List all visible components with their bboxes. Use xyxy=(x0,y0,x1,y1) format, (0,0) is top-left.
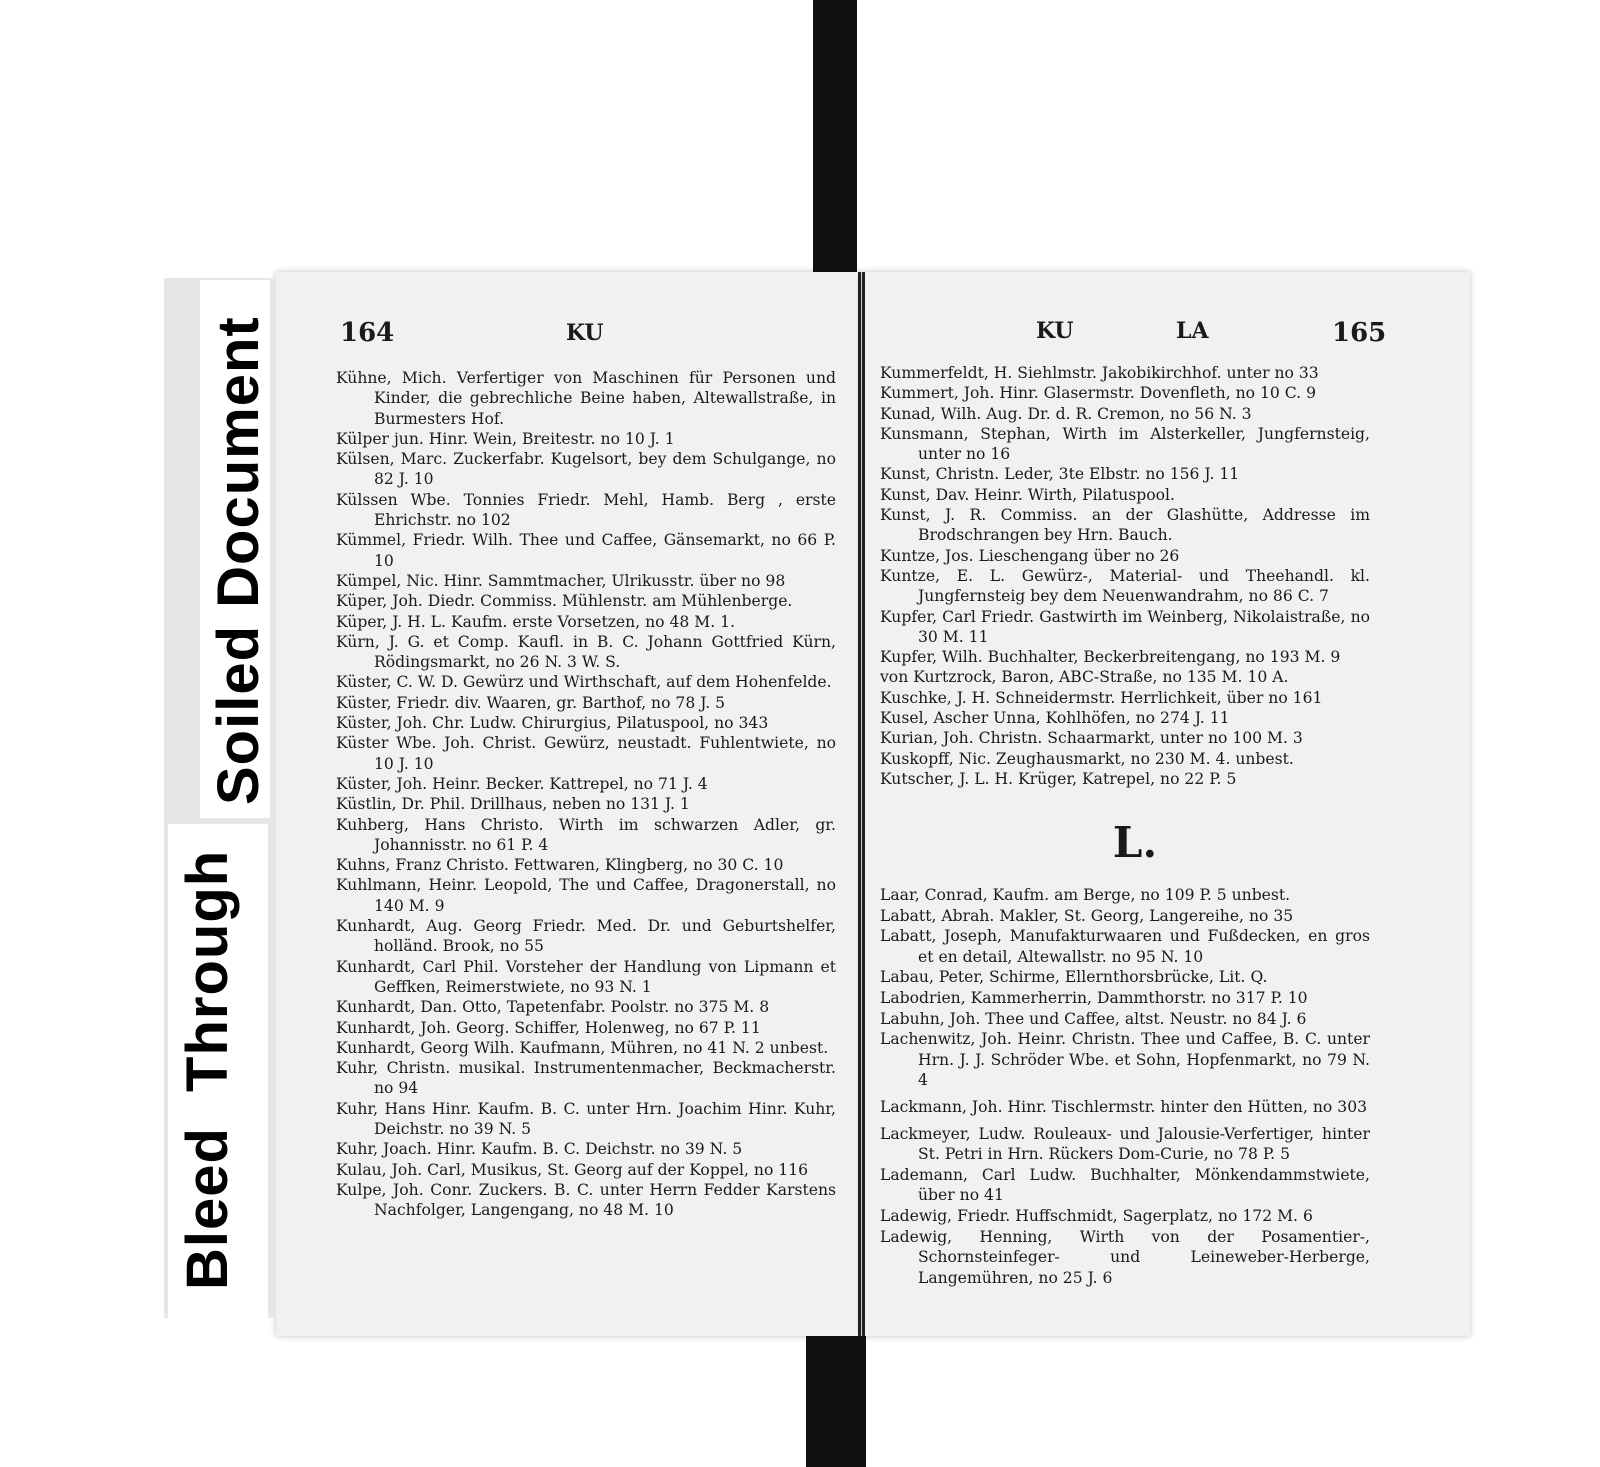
directory-entry: Külper jun. Hinr. Wein, Breitestr. no 10 J. 1 xyxy=(336,429,675,448)
book-binding-top xyxy=(813,0,857,272)
directory-entry: Kuntze, E. L. Gewürz-, Material- und Theehandl. kl. Jungfernsteig bey dem Neuenwandrahm, no 86 C. 7 xyxy=(880,566,1370,606)
directory-entry: Labatt, Abrah. Makler, St. Georg, Langereihe, no 35 xyxy=(880,906,1294,925)
directory-entry: Kunhardt, Georg Wilh. Kaufmann, Mühren, no 41 N. 2 unbest. xyxy=(336,1038,829,1057)
directory-entry: Kunhardt, Carl Phil. Vorsteher der Handlung von Lipmann et Geffken, Reimerstwiete, no 93 N. 1 xyxy=(336,957,836,996)
directory-entry: Kunsmann, Stephan, Wirth im Alsterkeller, Jungfernsteig, unter no 16 xyxy=(880,424,1370,464)
directory-entry: Kunad, Wilh. Aug. Dr. d. R. Cremon, no 56 N. 3 xyxy=(880,404,1252,423)
left-page-number: 164 xyxy=(340,318,395,348)
directory-entry: Labodrien, Kammerherrin, Dammthorstr. no 317 P. 10 xyxy=(880,988,1308,1007)
directory-entry: Kuhr, Christn. musikal. Instrumentenmacher, Beckmacherstr. no 94 xyxy=(336,1059,836,1098)
directory-entry: Kürn, J. G. et Comp. Kaufl. in B. C. Johann Gottfried Kürn, Rödingsmarkt, no 26 N. 3 W. S. xyxy=(336,632,836,672)
directory-entry: Lachenwitz, Joh. Heinr. Christn. Thee und Caffee, B. C. unter Hrn. J. J. Schröder Wbe. et Sohn, Hopfenmarkt, no 79 N. 4 xyxy=(880,1030,1370,1090)
directory-entry: Küper, Joh. Diedr. Commiss. Mühlenstr. am Mühlenberge. xyxy=(336,592,793,611)
directory-entry: Kunhardt, Joh. Georg. Schiffer, Holenweg, no 67 P. 11 xyxy=(336,1018,761,1037)
bleed-through-label: Bleed Through xyxy=(175,849,240,1290)
soiled-document-label: Soiled Document xyxy=(206,316,271,805)
book-binding-bottom xyxy=(806,1336,866,1467)
directory-entry: Labau, Peter, Schirme, Ellernthorsbrücke, Lit. Q. xyxy=(880,968,1268,987)
directory-entry: Kuhberg, Hans Christo. Wirth im schwarzen Adler, gr. Johannisstr. no 61 P. 4 xyxy=(336,815,836,854)
directory-entry: Kunhardt, Aug. Georg Friedr. Med. Dr. und Geburtshelfer, holländ. Brook, no 55 xyxy=(336,917,836,956)
directory-entry: Laar, Conrad, Kaufm. am Berge, no 109 P. 5 unbest. xyxy=(880,886,1291,904)
directory-entry: Kümpel, Nic. Hinr. Sammtmacher, Ulrikusstr. über no 98 xyxy=(336,571,786,590)
directory-entry: Küstlin, Dr. Phil. Drillhaus, neben no 131 J. 1 xyxy=(336,795,690,814)
directory-entry: Lackmann, Joh. Hinr. Tischlermstr. hinter den Hütten, no 303 xyxy=(880,1097,1368,1116)
directory-entry: Labuhn, Joh. Thee und Caffee, altst. Neustr. no 84 J. 6 xyxy=(880,1009,1307,1028)
directory-entry: Kupfer, Wilh. Buchhalter, Beckerbreitengang, no 193 M. 9 xyxy=(880,648,1341,667)
directory-entry: Kummert, Joh. Hinr. Glasermstr. Dovenfleth, no 10 C. 9 xyxy=(880,384,1317,403)
left-entries-column xyxy=(336,368,836,1220)
directory-entry: Labatt, Joseph, Manufakturwaaren und Fußdecken, en gros et en detail, Altewallstr. no 95 N. 10 xyxy=(880,927,1370,966)
directory-entry: von Kurtzrock, Baron, ABC-Straße, no 135 M. 10 A. xyxy=(880,668,1289,687)
directory-entry: Kurian, Joh. Christn. Schaarmarkt, unter no 100 M. 3 xyxy=(880,729,1303,748)
directory-entry: Kunst, J. R. Commiss. an der Glashütte, Addresse im Brodschrangen bey Hrn. Bauch. xyxy=(880,506,1370,545)
right-l-entries-column xyxy=(880,885,1370,1288)
directory-entry: Kunst, Dav. Heinr. Wirth, Pilatuspool. xyxy=(880,485,1175,504)
directory-entry: Ladewig, Henning, Wirth von der Posamentier-, Schornsteinfeger- und Leineweber-Herberge, Langemühren, no 25 J. 6 xyxy=(880,1227,1370,1287)
directory-entry: Kuskopff, Nic. Zeughausmarkt, no 230 M. 4. unbest. xyxy=(880,749,1294,768)
directory-entry: Kusel, Ascher Unna, Kohlhöfen, no 274 J. 11 xyxy=(880,709,1230,728)
right-running-head-ku: KU xyxy=(1036,318,1074,344)
directory-entry: Kulpe, Joh. Conr. Zuckers. B. C. unter Herrn Fedder Karstens Nachfolger, Langengang, no 48 M. 10 xyxy=(336,1180,836,1220)
directory-entry: Ladewig, Friedr. Huffschmidt, Sagerplatz, no 172 M. 6 xyxy=(880,1206,1313,1225)
directory-entry: Kunhardt, Dan. Otto, Tapetenfabr. Poolstr. no 375 M. 8 xyxy=(336,998,770,1017)
directory-entry: Kuhr, Joach. Hinr. Kaufm. B. C. Deichstr. no 39 N. 5 xyxy=(336,1140,743,1159)
directory-entry: Lademann, Carl Ludw. Buchhalter, Mönkendammstwiete, über no 41 xyxy=(880,1165,1370,1205)
directory-entry: Küper, J. H. L. Kaufm. erste Vorsetzen, no 48 M. 1. xyxy=(336,612,736,631)
right-running-head-la: LA xyxy=(1176,318,1209,344)
directory-entry: Lackmeyer, Ludw. Rouleaux- und Jalousie-Verfertiger, hinter St. Petri in Hrn. Rückers Dom-Curie, no 78 P. 5 xyxy=(880,1124,1370,1164)
section-letter: L. xyxy=(1112,818,1158,867)
directory-entry: Külssen Wbe. Tonnies Friedr. Mehl, Hamb. Berg , erste Ehrichstr. no 102 xyxy=(336,490,836,530)
directory-entry: Kunst, Christn. Leder, 3te Elbstr. no 156 J. 11 xyxy=(880,465,1240,484)
directory-entry: Külsen, Marc. Zuckerfabr. Kugelsort, bey dem Schulgange, no 82 J. 10 xyxy=(336,450,836,489)
directory-entry: Kuhns, Franz Christo. Fettwaren, Klingberg, no 30 C. 10 xyxy=(336,856,784,875)
directory-entry: Kuhlmann, Heinr. Leopold, The und Caffee, Dragonerstall, no 140 M. 9 xyxy=(336,876,836,915)
directory-entry: Küster, Joh. Chr. Ludw. Chirurgius, Pilatuspool, no 343 xyxy=(336,714,769,733)
directory-entry: Kummerfeldt, H. Siehlmstr. Jakobikirchhof. unter no 33 xyxy=(880,364,1319,382)
right-entries-column xyxy=(880,363,1370,789)
directory-entry: Kümmel, Friedr. Wilh. Thee und Caffee, Gänsemarkt, no 66 P. 10 xyxy=(336,531,836,570)
directory-entry: Küster, Friedr. div. Waaren, gr. Barthof, no 78 J. 5 xyxy=(336,693,726,712)
directory-entry: Küster Wbe. Joh. Christ. Gewürz, neustadt. Fuhlentwiete, no 10 J. 10 xyxy=(336,734,836,773)
directory-entry: Kutscher, J. L. H. Krüger, Katrepel, no 22 P. 5 xyxy=(880,769,1237,788)
directory-entry: Kühne, Mich. Verfertiger von Maschinen für Personen und Kinder, die gebrechliche Beine haben, Altewallstraße, in Burmesters Hof. xyxy=(336,369,836,428)
directory-entry: Kuntze, Jos. Lieschengang über no 26 xyxy=(880,546,1180,565)
directory-entry: Kuschke, J. H. Schneidermstr. Herrlichkeit, über no 161 xyxy=(880,688,1323,707)
right-page-number: 165 xyxy=(1332,318,1387,348)
directory-entry: Kuhr, Hans Hinr. Kaufm. B. C. unter Hrn. Joachim Hinr. Kuhr, Deichstr. no 39 N. 5 xyxy=(336,1099,836,1138)
directory-entry: Küster, C. W. D. Gewürz und Wirthschaft, auf dem Hohenfelde. xyxy=(336,673,832,692)
directory-entry: Kulau, Joh. Carl, Musikus, St. Georg auf der Koppel, no 116 xyxy=(336,1160,809,1179)
left-running-head: KU xyxy=(566,320,604,346)
directory-entry: Küster, Joh. Heinr. Becker. Kattrepel, no 71 J. 4 xyxy=(336,774,708,793)
directory-entry: Kupfer, Carl Friedr. Gastwirth im Weinberg, Nikolaistraße, no 30 M. 11 xyxy=(880,607,1370,646)
